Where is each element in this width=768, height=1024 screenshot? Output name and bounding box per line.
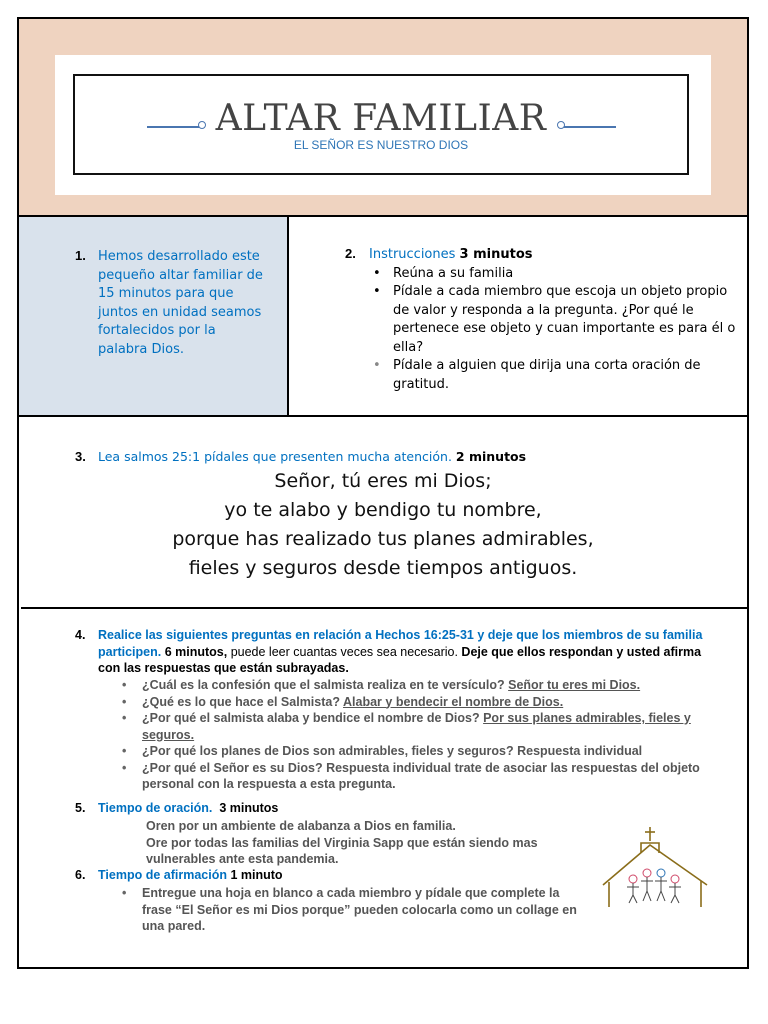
question-text: ¿Por qué el salmista alaba y bendice el nombre de Dios? <box>142 711 480 725</box>
section3-instruction: Lea salmos 25:1 pídales que presenten mucha atención. <box>98 449 452 464</box>
section2-bullet: • Reúna a su familia <box>369 265 739 284</box>
section6-list <box>118 885 578 935</box>
section6-duration: 1 minuto <box>230 868 283 882</box>
verse-line: yo te alabo y bendigo tu nombre, <box>224 499 542 521</box>
section6-label: Tiempo de afirmación <box>98 868 227 882</box>
prayer-line: Oren por un ambiente de alabanza a Dios en familia. <box>146 819 456 833</box>
question-item <box>118 760 718 793</box>
section3-duration: 2 minutos <box>455 449 527 464</box>
church-family-icon <box>601 827 709 909</box>
section3-heading <box>98 449 526 464</box>
section1-text: Hemos desarrollado este pequeño altar familiar de 15 minutos para que juntos en unidad seamos fortalecidos por la palabra Dios. <box>98 249 263 357</box>
page-frame <box>17 17 749 969</box>
section2-label: Instrucciones <box>369 247 456 262</box>
question-text: ¿Cuál es la confesión que el salmista realiza en te versículo? <box>142 678 505 692</box>
header-panel <box>55 55 711 195</box>
question-list <box>118 677 718 793</box>
prayer-line: Ore por todas las familias del Virginia Sapp que están siendo mas vulnerables ante esta pandemia. <box>146 835 538 866</box>
question-item <box>118 677 718 694</box>
section5-prayers <box>146 818 566 868</box>
question-text: ¿Por qué los planes de Dios son admirables, fieles y seguros? Respuesta individual <box>142 744 643 758</box>
title-frame <box>73 74 689 175</box>
section2-heading <box>369 246 739 265</box>
questions-row <box>19 609 747 969</box>
section4-note-bold: Deje que ellos respondan y usted afirma con las respuestas que están subrayadas. <box>98 644 702 675</box>
verse-line: Señor, tú eres mi Dios; <box>274 470 492 492</box>
question-answer: Alabar y bendecir el nombre de Dios. <box>343 694 564 709</box>
page-title: ALTAR FAMILIAR <box>215 98 547 139</box>
question-text: ¿Por qué el Señor es su Dios? Respuesta individual trate de asociar las respuestas del objeto personal con la respuesta a esta pregunta. <box>142 760 700 791</box>
section4-instruction: Realice las siguientes preguntas en relación a Hechos 16:25-31 y deje que los miembros de su familia participen. <box>98 628 703 659</box>
intro-row <box>19 217 747 417</box>
section2-list <box>369 265 739 395</box>
psalm-row <box>19 417 747 609</box>
section6-number: 6. <box>75 868 86 882</box>
section4-duration: 6 minutos, <box>164 644 228 659</box>
section3-number: 3. <box>75 449 86 464</box>
section4-note: puede leer cuantas veces sea necesario. <box>230 644 458 659</box>
section2-bullet: • Pídale a cada miembro que escoja un objeto propio de valor y responda a la pregunta. ¿Por qué le pertenece ese objeto y cuan importante es para él o ella? <box>369 283 739 357</box>
question-item <box>118 710 718 743</box>
section5-duration: 3 minutos <box>219 801 279 815</box>
question-answer: Por sus planes admirables, fieles y seguros. <box>142 711 691 742</box>
right-ornament-line <box>564 126 616 128</box>
psalm-verse <box>19 467 747 583</box>
section1-number: 1. <box>75 248 86 263</box>
section4-number: 4. <box>75 628 86 642</box>
header-banner <box>19 19 747 217</box>
section2-bullet: • Pídale a alguien que dirija una corta oración de gratitud. <box>369 357 739 394</box>
verse-line: porque has realizado tus planes admirables, <box>172 528 594 550</box>
verse-line: fieles y seguros desde tiempos antiguos. <box>188 557 578 579</box>
section2-block <box>369 246 739 394</box>
section5-heading <box>98 800 698 817</box>
section6-bullet: • Entregue una hoja en blanco a cada miembro y pídale que complete la frase “El Señor es mi Dios porque” pueden colocarla como un collage en una pared. <box>118 885 578 935</box>
question-text: ¿Qué es lo que hace el Salmista? <box>142 694 340 709</box>
section2-number: 2. <box>345 246 356 261</box>
intro-box <box>19 217 289 415</box>
question-item <box>118 694 718 711</box>
section5-number: 5. <box>75 801 86 815</box>
section2-duration: 3 minutos <box>459 247 533 262</box>
section5-label: Tiempo de oración. <box>98 801 213 815</box>
question-answer: Señor tu eres mi Dios. <box>508 678 641 692</box>
page-subtitle: EL SEÑOR ES NUESTRO DIOS <box>293 138 469 152</box>
section4-intro <box>98 627 718 677</box>
question-item <box>118 743 718 760</box>
